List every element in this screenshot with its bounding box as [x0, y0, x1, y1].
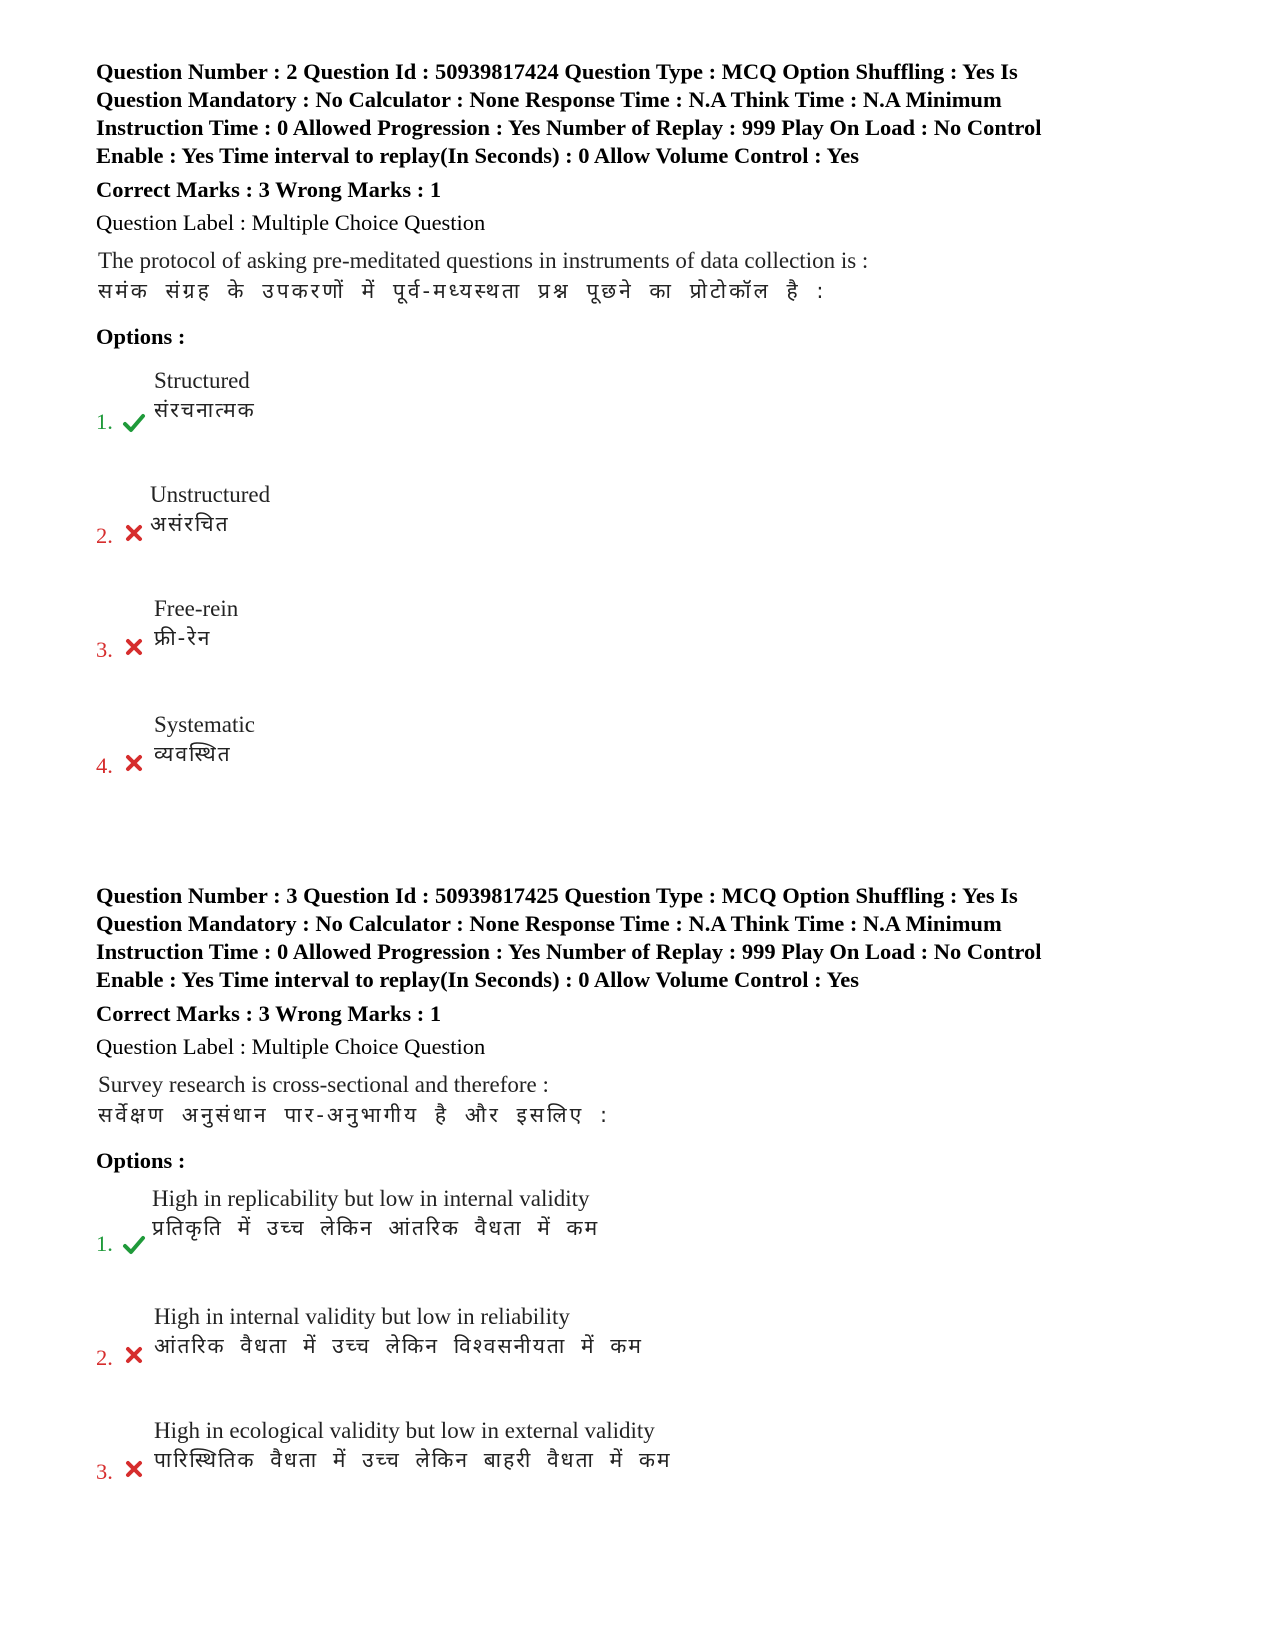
option-item — [96, 481, 1186, 601]
option-text-hindi: प्रतिकृति में उच्च लेकिन आंतरिक वैधता में कम — [152, 1216, 600, 1240]
question-marks: Correct Marks : 3 Wrong Marks : 1 — [96, 177, 442, 202]
cross-icon — [122, 521, 146, 545]
check-icon — [122, 411, 146, 435]
options-title: Options : — [96, 1148, 186, 1173]
option-text-hindi: संरचनात्मक — [154, 398, 256, 422]
question-text-english: Survey research is cross-sectional and therefore : — [98, 1072, 549, 1097]
option-text-english: High in internal validity but low in reliability — [154, 1304, 570, 1329]
option-item — [96, 361, 1186, 481]
option-text-english: Structured — [154, 368, 250, 393]
question-text-hindi: सर्वेक्षण अनुसंधान पार-अनुभागीय है और इसलिए : — [98, 1103, 611, 1127]
question-text — [98, 1071, 1186, 1131]
meta-line: Enable : Yes Time interval to replay(In Seconds) : 0 Allow Volume Control : Yes — [96, 967, 859, 992]
option-number: 2. — [96, 523, 113, 548]
option-item — [96, 1303, 1186, 1423]
question-label: Question Label : Multiple Choice Question — [96, 1034, 486, 1059]
option-number: 1. — [96, 409, 113, 434]
option-text-english: High in replicability but low in internal validity — [152, 1186, 590, 1211]
cross-icon — [122, 1343, 146, 1367]
option-text — [154, 1303, 643, 1361]
question-meta — [96, 58, 1186, 170]
option-item — [96, 1185, 1186, 1305]
option-text — [150, 481, 270, 539]
question-text — [98, 247, 1186, 307]
option-text-english: Free-rein — [154, 596, 239, 621]
meta-line: Instruction Time : 0 Allowed Progression : Yes Number of Replay : 999 Play On Load : No Control — [96, 939, 1042, 964]
check-icon — [122, 1233, 146, 1257]
option-text — [154, 595, 238, 653]
question-text-english: The protocol of asking pre-meditated questions in instruments of data collection is : — [98, 248, 869, 273]
question-marks: Correct Marks : 3 Wrong Marks : 1 — [96, 1001, 442, 1026]
question-block — [96, 58, 1186, 831]
question-text-hindi: समंक संग्रह के उपकरणों में पूर्व-मध्यस्थता प्रश्न पूछने का प्रोटोकॉल है : — [98, 279, 827, 303]
options-title: Options : — [96, 324, 186, 349]
option-text — [154, 711, 255, 769]
option-text — [152, 1185, 599, 1243]
option-text-hindi: व्यवस्थित — [154, 742, 232, 766]
option-item — [96, 1417, 1186, 1537]
question-block — [96, 882, 1186, 1537]
cross-icon — [122, 751, 146, 775]
meta-line: Question Mandatory : No Calculator : None Response Time : N.A Think Time : N.A Minimum — [96, 911, 1002, 936]
option-number: 4. — [96, 753, 113, 778]
meta-line: Question Mandatory : No Calculator : None Response Time : N.A Think Time : N.A Minimum — [96, 87, 1002, 112]
option-text-english: Systematic — [154, 712, 255, 737]
option-number: 3. — [96, 637, 113, 662]
meta-line: Question Number : 2 Question Id : 50939817424 Question Type : MCQ Option Shuffling : Yes Is — [96, 59, 1018, 84]
meta-line: Enable : Yes Time interval to replay(In Seconds) : 0 Allow Volume Control : Yes — [96, 143, 859, 168]
option-text-hindi: असंरचित — [150, 512, 230, 536]
option-text-hindi: फ्री-रेन — [154, 626, 212, 650]
option-text — [154, 1417, 672, 1475]
cross-icon — [122, 635, 146, 659]
option-number: 1. — [96, 1231, 113, 1256]
option-text-hindi: आंतरिक वैधता में उच्च लेकिन विश्वसनीयता में कम — [154, 1334, 643, 1358]
meta-line: Question Number : 3 Question Id : 50939817425 Question Type : MCQ Option Shuffling : Yes Is — [96, 883, 1018, 908]
option-text — [154, 367, 256, 425]
question-label: Question Label : Multiple Choice Question — [96, 210, 486, 235]
question-meta — [96, 882, 1186, 994]
cross-icon — [122, 1457, 146, 1481]
option-item — [96, 595, 1186, 715]
meta-line: Instruction Time : 0 Allowed Progression : Yes Number of Replay : 999 Play On Load : No Control — [96, 115, 1042, 140]
option-text-english: High in ecological validity but low in external validity — [154, 1418, 655, 1443]
option-text-english: Unstructured — [150, 482, 271, 507]
option-item — [96, 711, 1186, 831]
option-number: 2. — [96, 1345, 113, 1370]
option-text-hindi: पारिस्थितिक वैधता में उच्च लेकिन बाहरी वैधता में कम — [154, 1448, 672, 1472]
option-number: 3. — [96, 1459, 113, 1484]
